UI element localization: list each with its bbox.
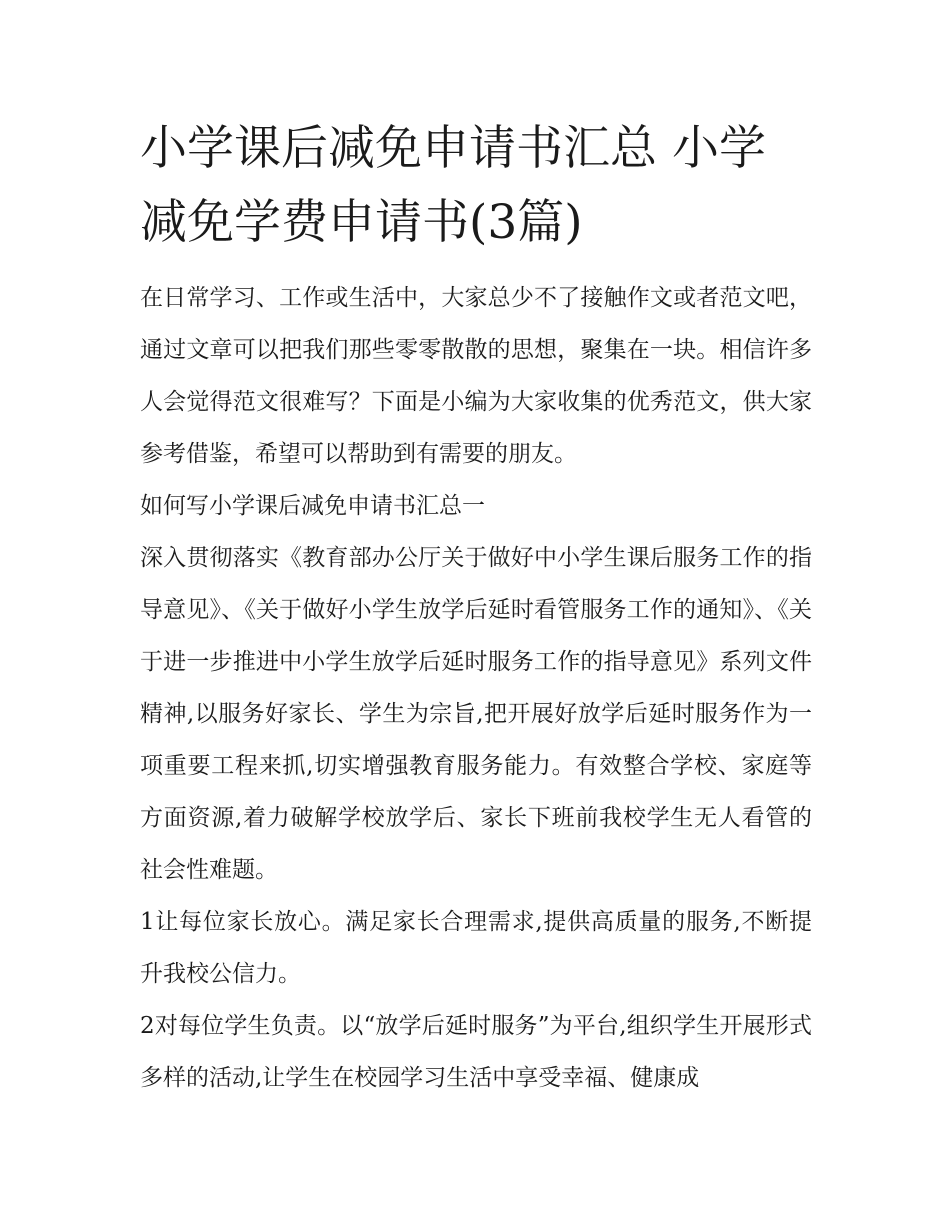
list-item-2: 2对每位学生负责。以“放学后延时服务”为平台,组织学生开展形式多样的活动,让学生在校园学习生活中享受幸福、健康成 xyxy=(140,1013,812,1091)
document-title: 小学课后减免申请书汇总 小学减免学费申请书(3篇) xyxy=(140,121,766,250)
document-page xyxy=(140,112,812,1104)
list-item-1: 1让每位家长放心。满足家长合理需求,提供高质量的服务,不断提升我校公信力。 xyxy=(140,909,812,987)
document-body xyxy=(140,272,812,1104)
paragraph-guidance: 深入贯彻落实《教育部办公厅关于做好中小学生课后服务工作的指导意见》、《关于做好小学生放学后延时看管服务工作的通知》、《关于进一步推进中小学生放学后延时服务工作的指导意见》系列文件精神,以服务好家长、学生为宗旨,把开展好放学后延时服务作为一项重要工程来抓,切实增强教育服务能力。有效整合学校、家庭等方面资源,着力破解学校放学后、家长下班前我校学生无人看管的社会性难题。 xyxy=(140,545,812,883)
section-heading: 如何写小学课后减免申请书汇总一 xyxy=(140,493,485,519)
paragraph-intro: 在日常学习、工作或生活中，大家总少不了接触作文或者范文吧，通过文章可以把我们那些零零散散的思想，聚集在一块。相信许多人会觉得范文很难写？下面是小编为大家收集的优秀范文，供大家参考借鉴，希望可以帮助到有需要的朋友。 xyxy=(140,285,812,467)
